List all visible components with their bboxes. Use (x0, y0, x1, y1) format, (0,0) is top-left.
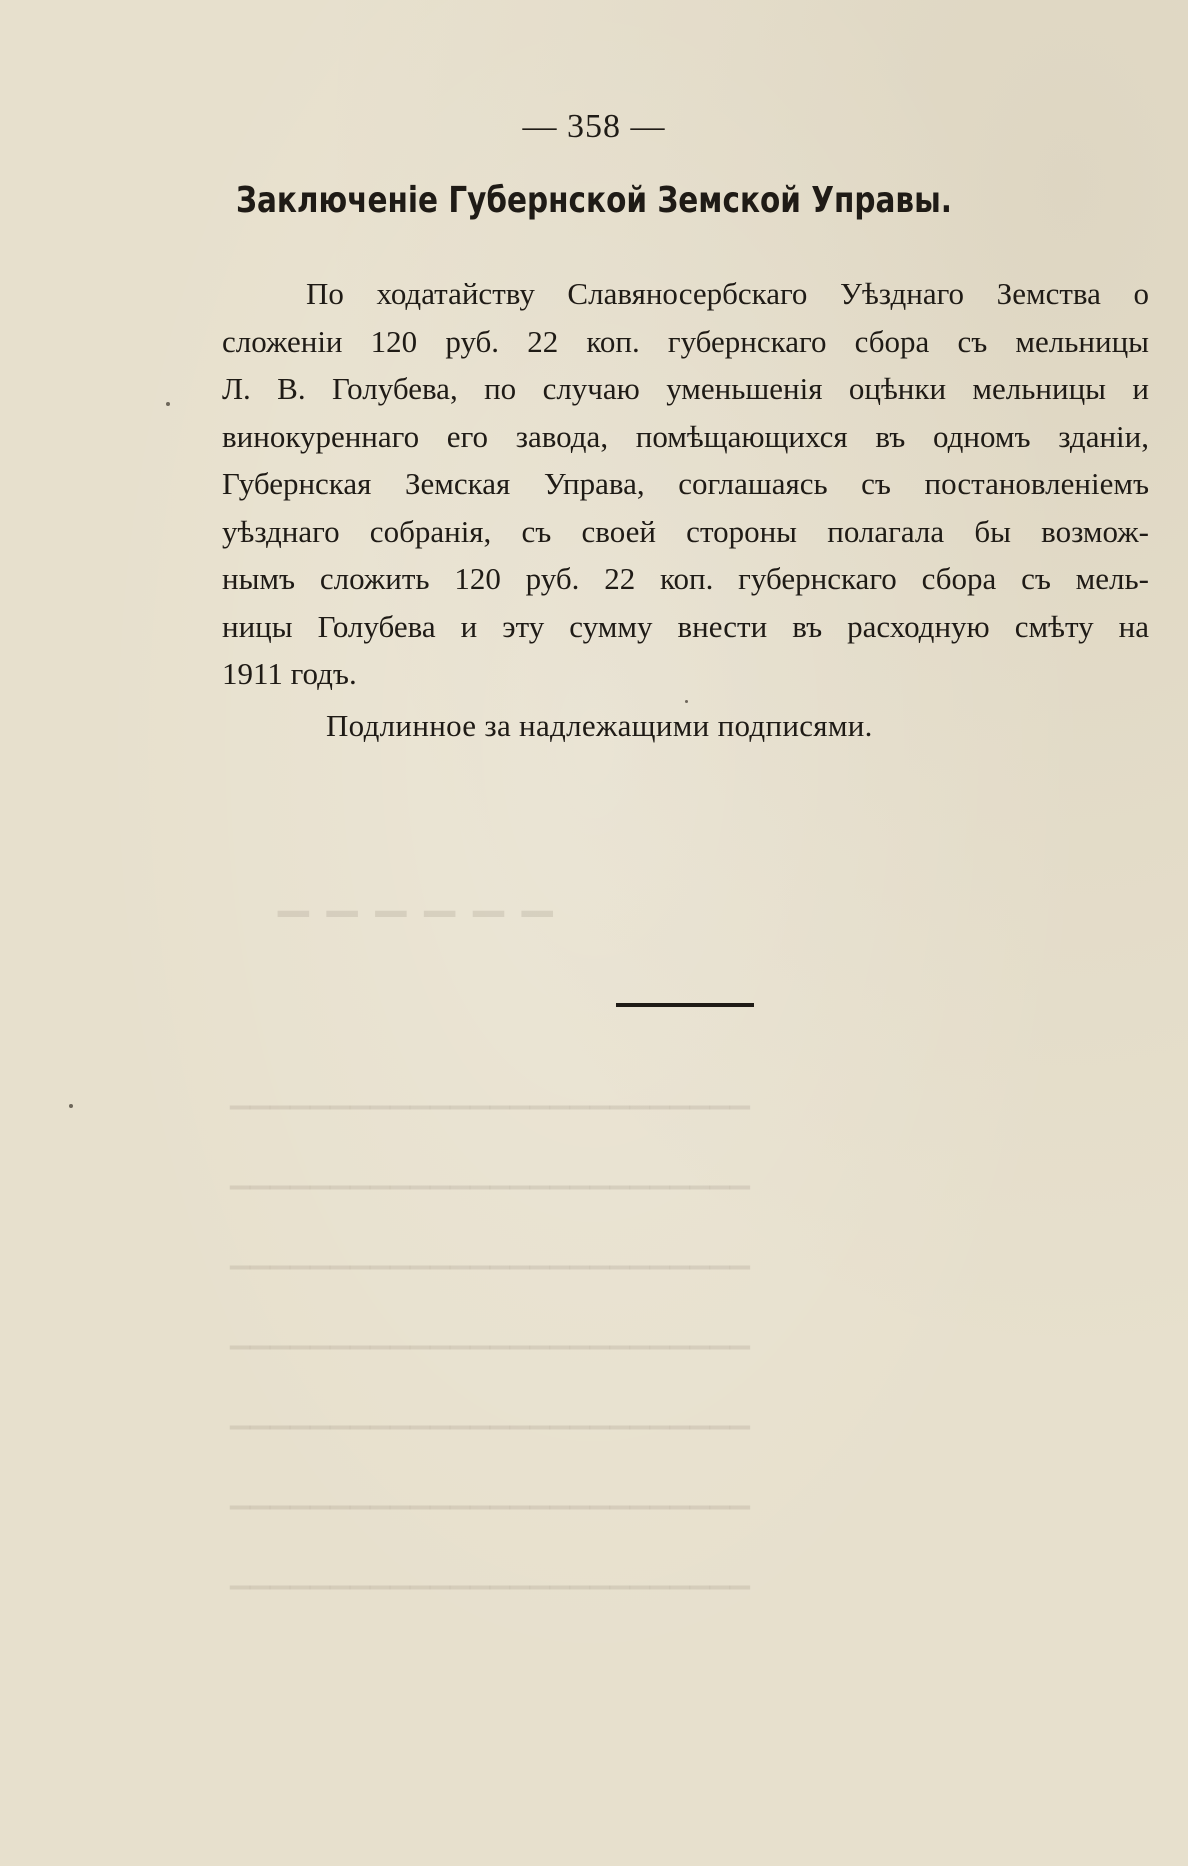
show-through-texture: ▁▁▁▁▁▁▁▁▁▁▁▁▁▁▁▁▁▁▁▁▁▁▁▁▁▁ (230, 1320, 750, 1349)
paper-speck (166, 402, 170, 406)
closing-note: Подлинное за надлежащими подписями. (326, 708, 873, 743)
show-through-texture: ▁▁▁▁▁▁ (260, 871, 553, 916)
paragraph-line: нымъ сложить 120 руб. 22 коп. губернскаго сбора съ мель- (222, 561, 1149, 596)
page-number: — 358 — (522, 108, 666, 145)
section-heading: Заключеніе Губернской Земской Управы. (235, 180, 953, 221)
paper-speck (69, 1104, 73, 1108)
paragraph-line: сложеніи 120 руб. 22 коп. губернскаго сбора съ мельницы (222, 323, 1149, 359)
paragraph-line: Губернская Земская Управа, соглашаясь съ постановленіемъ (222, 466, 1149, 501)
show-through-texture: ▁▁▁▁▁▁▁▁▁▁▁▁▁▁▁▁▁▁▁▁▁▁▁▁▁▁ (230, 1160, 750, 1189)
show-through-texture: ▁▁▁▁▁▁▁▁▁▁▁▁▁▁▁▁▁▁▁▁▁▁▁▁▁▁ (230, 1560, 750, 1589)
show-through-texture: ▁▁▁▁▁▁▁▁▁▁▁▁▁▁▁▁▁▁▁▁▁▁▁▁▁▁ (230, 1480, 750, 1509)
paragraph-line: ницы Голубева и эту сумму внести въ расходную смѣту на (222, 608, 1149, 644)
body-paragraph (222, 270, 1149, 698)
paragraph-line: уѣзднаго собранія, съ своей стороны полагала бы возмож- (222, 513, 1149, 549)
paragraph-line: По ходатайству Славяносербскаго Уѣзднаго Земства о (306, 276, 1149, 311)
show-through-texture: ▁▁▁▁▁▁▁▁▁▁▁▁▁▁▁▁▁▁▁▁▁▁▁▁▁▁ (230, 1240, 750, 1269)
paragraph-line: Л. В. Голубева, по случаю уменьшенія оцѣнки мельницы и (222, 371, 1149, 406)
section-divider (616, 1003, 754, 1007)
show-through-texture: ▁▁▁▁▁▁▁▁▁▁▁▁▁▁▁▁▁▁▁▁▁▁▁▁▁▁ (230, 1400, 750, 1429)
show-through-texture: ▁▁▁▁▁▁▁▁▁▁▁▁▁▁▁▁▁▁▁▁▁▁▁▁▁▁ (230, 1080, 750, 1109)
paragraph-line: 1911 годъ. (222, 656, 357, 691)
paper-speck (685, 700, 688, 703)
paragraph-line: винокуреннаго его завода, помѣщающихся въ одномъ зданіи, (222, 418, 1149, 454)
